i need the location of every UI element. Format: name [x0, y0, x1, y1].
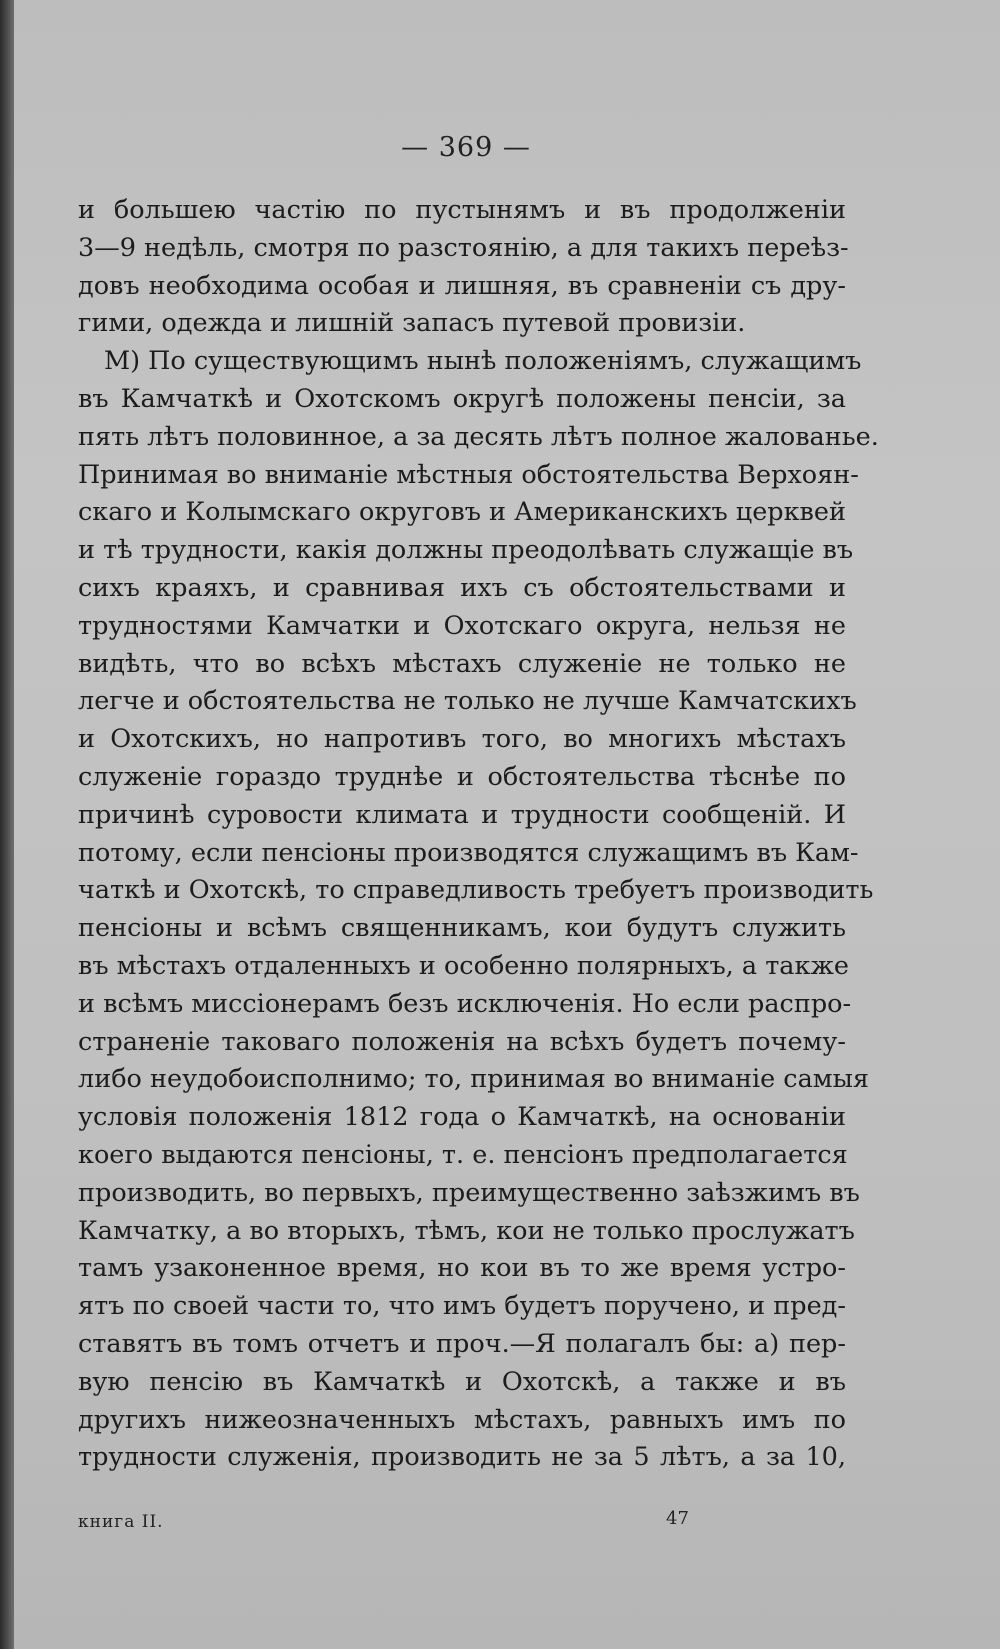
text-line: трудности служенія, производить не за 5 лѣтъ, а за 10, [78, 1442, 846, 1473]
text-line: коего выдаются пенсіоны, т. е. пенсіонъ предполагается [78, 1139, 848, 1170]
page-number: — 369 — [401, 132, 531, 163]
text-line: скаго и Колымскаго округовъ и Американскихъ церквей [78, 497, 846, 528]
text-line: сихъ краяхъ, и сравнивая ихъ съ обстоятельствами и [78, 572, 846, 603]
footer-signature-mark: 47 [666, 1508, 689, 1529]
text-line: условія положенія 1812 года о Камчаткѣ, на основаніи [78, 1102, 846, 1133]
text-line: и тѣ трудности, какія должны преодолѣвать служащіе въ [78, 535, 854, 566]
text-line: страненіе таковаго положенія на всѣхъ будетъ почему- [78, 1026, 846, 1057]
text-line: въ Камчаткѣ и Охотскомъ округѣ положены пенсіи, за [78, 383, 846, 414]
text-line: вую пенсію въ Камчаткѣ и Охотскѣ, а также и въ [78, 1366, 846, 1397]
text-line: Камчатку, а во вторыхъ, тѣмъ, кои не только прослужатъ [78, 1215, 855, 1246]
body-text [78, 192, 879, 1477]
book-gutter-shadow [0, 0, 14, 1649]
text-line: тамъ узаконенное время, но кои въ то же время устро- [78, 1253, 846, 1284]
text-line: гими, одежда и лишній запасъ путевой провизіи. [78, 308, 746, 339]
text-line: 3—9 недѣль, смотря по разстоянію, а для такихъ переѣз- [78, 232, 849, 263]
text-line: М) По существующимъ нынѣ положеніямъ, служащимъ [104, 346, 862, 377]
book-page [14, 0, 1000, 1649]
text-line: легче и обстоятельства не только не лучше Камчатскихъ [78, 686, 857, 717]
text-line: либо неудобоисполнимо; то, принимая во вниманіе самыя [78, 1064, 870, 1095]
text-line: другихъ нижеозначенныхъ мѣстахъ, равныхъ имъ по [78, 1404, 846, 1435]
text-line: ставятъ въ томъ отчетъ и проч.—Я полагалъ бы: а) пер- [78, 1328, 846, 1359]
text-line: довъ необходима особая и лишняя, въ сравненіи съ дру- [78, 270, 846, 301]
text-line: потому, если пенсіоны производятся служащимъ въ Кам- [78, 837, 859, 868]
text-line: Принимая во вниманіе мѣстныя обстоятельства Верхоян- [78, 459, 859, 490]
text-line: ятъ по своей части то, что имъ будетъ поручено, и пред- [78, 1291, 846, 1322]
text-line: пенсіоны и всѣмъ священникамъ, кои будутъ служить [78, 913, 846, 944]
text-line: пять лѣтъ половинное, а за десять лѣтъ полное жалованье. [78, 421, 879, 452]
text-line: трудностями Камчатки и Охотскаго округа, нельзя не [78, 610, 846, 641]
footer-book-label: книга II. [78, 1512, 164, 1532]
text-line: чаткѣ и Охотскѣ, то справедливость требуетъ производить [78, 875, 874, 906]
text-line: видѣть, что во всѣхъ мѣстахъ служеніе не только не [78, 648, 846, 679]
text-line: въ мѣстахъ отдаленныхъ и особенно полярныхъ, а также [78, 950, 850, 981]
text-line: и Охотскихъ, но напротивъ того, во многихъ мѣстахъ [78, 724, 846, 755]
text-line: и всѣмъ миссіонерамъ безъ исключенія. Но если распро- [78, 988, 852, 1019]
text-line: и большею частію по пустынямъ и въ продолженіи [78, 195, 846, 225]
text-line: производить, во первыхъ, преимущественно заѣзжимъ въ [78, 1177, 860, 1208]
text-line: служеніе гораздо труднѣе и обстоятельства тѣснѣе по [78, 761, 846, 792]
text-line: причинѣ суровости климата и трудности сообщеній. И [78, 799, 846, 830]
